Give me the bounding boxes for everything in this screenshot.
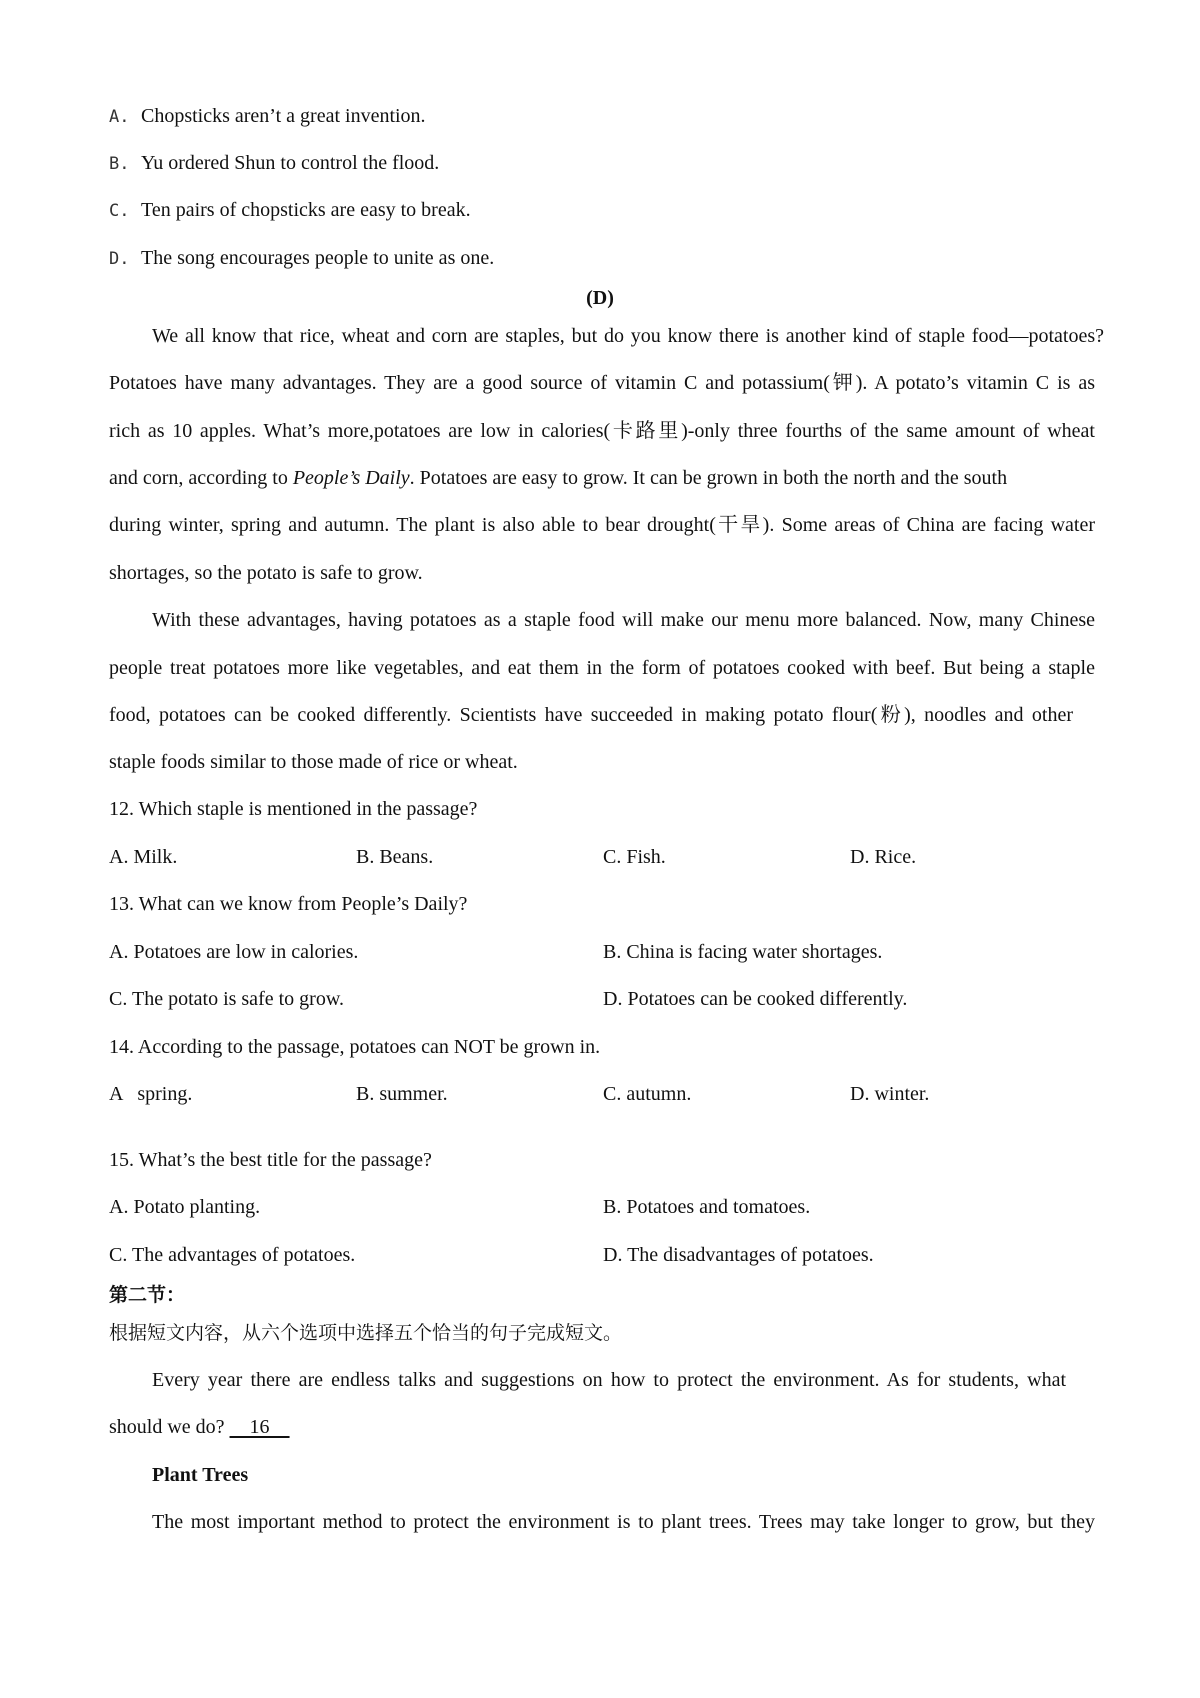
para1-line-3: rich as 10 apples. What’s more,potatoes are low in calories(卡路里)-only three fourths of the same amount of wheat [109, 420, 1095, 442]
option-text: The song encourages people to unite as one. [141, 247, 495, 269]
section-2-instruction: 根据短文内容，从六个选项中选择五个恰当的句子完成短文。 [109, 1322, 623, 1344]
para1-line-6: shortages, so the potato is safe to grow. [109, 562, 423, 584]
option-d [109, 245, 494, 271]
q15-option-b: B. Potatoes and tomatoes. [603, 1196, 811, 1218]
q15-option-d: D. The disadvantages of potatoes. [603, 1244, 874, 1266]
para1-line-2: Potatoes have many advantages. They are a good source of vitamin C and potassium(钾). A potato’s vitamin C is as [109, 372, 1095, 394]
question-14-stem: 14. According to the passage, potatoes can NOT be grown in. [109, 1036, 601, 1058]
para1-line-1: We all know that rice, wheat and corn are staples, but do you know there is another kind of staple food—potatoes? [152, 325, 1104, 347]
question-13-stem: 13. What can we know from People’s Daily? [109, 893, 468, 915]
q15-option-c: C. The advantages of potatoes. [109, 1244, 356, 1266]
q14-option-a: A spring. [109, 1083, 193, 1105]
q13-option-c: C. The potato is safe to grow. [109, 988, 344, 1010]
option-text: Chopsticks aren’t a great invention. [141, 105, 426, 127]
q13-option-a: A. Potatoes are low in calories. [109, 941, 359, 963]
q12-option-c: C. Fish. [603, 846, 666, 868]
para1-line-4-end: . Potatoes are easy to grow. It can be grown in both the north and the south [409, 467, 1008, 489]
option-letter: C. [109, 201, 130, 221]
blank-16: 16 [229, 1416, 290, 1438]
q14-option-d: D. winter. [850, 1083, 930, 1105]
q14-option-b: B. summer. [356, 1083, 448, 1105]
intro-line-1: Every year there are endless talks and suggestions on how to protect the environment. As for students, what [152, 1369, 1066, 1391]
intro-line-2-text: should we do? [109, 1416, 230, 1438]
para1-line-4-start: and corn, according to [109, 467, 293, 489]
option-letter: A. [109, 107, 130, 127]
subheading-plant-trees: Plant Trees [152, 1464, 249, 1486]
option-text: Yu ordered Shun to control the flood. [141, 152, 440, 174]
q14-option-c: C. autumn. [603, 1083, 692, 1105]
para1-line-4 [109, 465, 1095, 491]
option-letter: D. [109, 249, 130, 269]
q12-option-d: D. Rice. [850, 846, 917, 868]
q15-option-a: A. Potato planting. [109, 1196, 261, 1218]
source-title: People’s Daily [292, 467, 410, 489]
section-d-title: (D) [586, 287, 614, 309]
para1-line-5: during winter, spring and autumn. The plant is also able to bear drought(干旱). Some areas of China are facing water [109, 514, 1095, 536]
para2-line-3: food, potatoes can be cooked differently. Scientists have succeeded in making potato flour(粉), noodles and other [109, 704, 1073, 726]
para2-line-4: staple foods similar to those made of rice or wheat. [109, 751, 518, 773]
question-12-stem: 12. Which staple is mentioned in the passage? [109, 798, 478, 820]
option-a [109, 103, 426, 129]
para2-line-2: people treat potatoes more like vegetables, and eat them in the form of potatoes cooked with beef. But being a staple [109, 657, 1095, 679]
intro-line-2 [109, 1414, 290, 1440]
option-c [109, 197, 471, 223]
body-line-1: The most important method to protect the environment is to plant trees. Trees may take longer to grow, but they [152, 1511, 1095, 1533]
question-15-stem: 15. What’s the best title for the passage? [109, 1149, 432, 1171]
q13-option-d: D. Potatoes can be cooked differently. [603, 988, 908, 1010]
option-b [109, 150, 439, 176]
option-text: Ten pairs of chopsticks are easy to break. [141, 199, 471, 221]
q12-option-a: A. Milk. [109, 846, 178, 868]
section-2-heading: 第二节： [109, 1284, 186, 1306]
q13-option-b: B. China is facing water shortages. [603, 941, 883, 963]
option-letter: B. [109, 154, 130, 174]
q12-option-b: B. Beans. [356, 846, 434, 868]
para2-line-1: With these advantages, having potatoes as a staple food will make our menu more balanced. Now, many Chinese [152, 609, 1095, 631]
